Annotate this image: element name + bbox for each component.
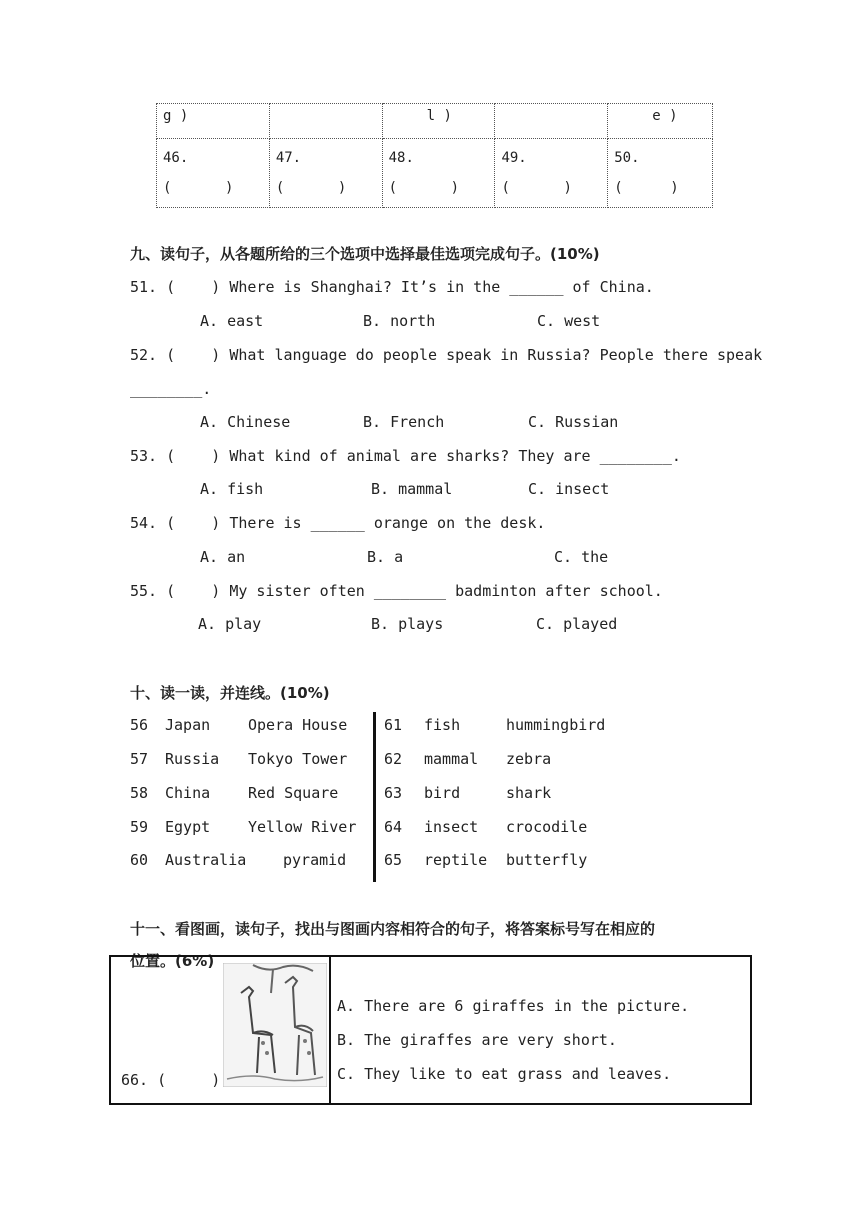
question-54: 54. ( ) There is ______ orange on the desk. bbox=[130, 514, 546, 532]
match-number: 57 bbox=[130, 750, 149, 768]
answer-paren-left: ( bbox=[501, 180, 510, 196]
answer-paren-right: ) bbox=[563, 180, 572, 196]
option-52-c[interactable]: C. Russian bbox=[528, 413, 619, 431]
option-51-a[interactable]: A. east bbox=[200, 312, 264, 330]
answer-cell[interactable] bbox=[269, 139, 382, 208]
question-51: 51. ( ) Where is Shanghai? It’s in the ______ of China. bbox=[130, 278, 654, 296]
option-66-a: A. There are 6 giraffes in the picture. bbox=[337, 997, 690, 1015]
match-country[interactable]: Japan bbox=[165, 716, 211, 734]
answer-paren-right: ) bbox=[337, 180, 347, 196]
option-55-b[interactable]: B. plays bbox=[371, 615, 444, 633]
question-number: 48. bbox=[388, 150, 414, 166]
match-country[interactable]: China bbox=[165, 784, 211, 802]
section-9-heading: 九、读句子，从各题所给的三个选项中选择最佳选项完成句子。(10%) bbox=[130, 245, 600, 263]
option-53-c[interactable]: C. insect bbox=[528, 480, 610, 498]
match-kind[interactable]: reptile bbox=[424, 851, 488, 869]
answer-paren-right: ) bbox=[450, 180, 460, 196]
match-place[interactable]: Opera House bbox=[248, 716, 348, 734]
column-divider bbox=[373, 712, 376, 882]
option-51-c[interactable]: C. west bbox=[537, 312, 601, 330]
answer-paren-right: ) bbox=[670, 180, 679, 196]
match-country[interactable]: Russia bbox=[165, 750, 220, 768]
section-11-heading-cont: 位置。(6%) bbox=[130, 952, 215, 970]
answer-paren-left: ( bbox=[275, 180, 285, 196]
question-number: 50. bbox=[614, 150, 640, 166]
answer-cell[interactable] bbox=[608, 139, 713, 208]
match-country[interactable]: Egypt bbox=[165, 818, 211, 836]
question-55: 55. ( ) My sister often ________ badminton after school. bbox=[130, 582, 663, 600]
match-number: 59 bbox=[130, 818, 149, 836]
giraffe-picture bbox=[223, 963, 327, 1087]
table-cell: e ) bbox=[608, 104, 713, 139]
match-place[interactable]: pyramid bbox=[283, 851, 347, 869]
match-number: 63 bbox=[384, 784, 403, 802]
question-52-cont: ________. bbox=[130, 380, 212, 398]
table-cell: l ) bbox=[382, 104, 495, 139]
table-cell bbox=[269, 104, 382, 139]
question-number: 47. bbox=[275, 150, 302, 166]
table-cell: g ) bbox=[157, 104, 270, 139]
match-place[interactable]: Tokyo Tower bbox=[248, 750, 348, 768]
match-place[interactable]: Yellow River bbox=[248, 818, 357, 836]
match-animal[interactable]: zebra bbox=[506, 750, 552, 768]
question-53: 53. ( ) What kind of animal are sharks? They are ________. bbox=[130, 447, 681, 465]
match-number: 60 bbox=[130, 851, 149, 869]
question-number: 49. bbox=[501, 150, 527, 166]
match-place[interactable]: Red Square bbox=[248, 784, 339, 802]
match-number: 58 bbox=[130, 784, 149, 802]
option-52-a[interactable]: A. Chinese bbox=[200, 413, 291, 431]
question-52: 52. ( ) What language do people speak in Russia? People there speak bbox=[130, 346, 763, 364]
option-55-a[interactable]: A. play bbox=[198, 615, 262, 633]
match-animal[interactable]: crocodile bbox=[506, 818, 588, 836]
match-number: 65 bbox=[384, 851, 403, 869]
box-divider bbox=[329, 957, 331, 1103]
match-animal[interactable]: hummingbird bbox=[506, 716, 606, 734]
question-number: 46. bbox=[163, 150, 189, 166]
answer-paren-left: ( bbox=[163, 180, 172, 196]
answer-cell[interactable] bbox=[495, 139, 608, 208]
match-number: 62 bbox=[384, 750, 403, 768]
option-53-a[interactable]: A. fish bbox=[200, 480, 264, 498]
match-number: 64 bbox=[384, 818, 403, 836]
match-kind[interactable]: insect bbox=[424, 818, 479, 836]
match-animal[interactable]: shark bbox=[506, 784, 552, 802]
option-54-b[interactable]: B. a bbox=[367, 548, 404, 566]
option-66-b: B. The giraffes are very short. bbox=[337, 1031, 617, 1049]
option-51-b[interactable]: B. north bbox=[363, 312, 436, 330]
match-country[interactable]: Australia bbox=[165, 851, 247, 869]
option-53-b[interactable]: B. mammal bbox=[371, 480, 453, 498]
match-kind[interactable]: fish bbox=[424, 716, 461, 734]
match-animal[interactable]: butterfly bbox=[506, 851, 588, 869]
option-52-b[interactable]: B. French bbox=[363, 413, 445, 431]
section-10-heading: 十、读一读，并连线。(10%) bbox=[130, 684, 330, 702]
match-number: 61 bbox=[384, 716, 403, 734]
section-11-heading: 十一、看图画，读句子，找出与图画内容相符合的句子，将答案标号写在相应的 bbox=[130, 920, 656, 938]
match-kind[interactable]: bird bbox=[424, 784, 461, 802]
option-55-c[interactable]: C. played bbox=[536, 615, 618, 633]
answer-table bbox=[156, 103, 713, 208]
picture-question-box bbox=[109, 955, 752, 1105]
answer-paren-left: ( bbox=[614, 180, 623, 196]
match-number: 56 bbox=[130, 716, 149, 734]
option-54-c[interactable]: C. the bbox=[554, 548, 609, 566]
option-66-c: C. They like to eat grass and leaves. bbox=[337, 1065, 672, 1083]
table-cell bbox=[495, 104, 608, 139]
question-66[interactable]: 66. ( ) bbox=[121, 1071, 221, 1089]
match-kind[interactable]: mammal bbox=[424, 750, 479, 768]
option-54-a[interactable]: A. an bbox=[200, 548, 246, 566]
answer-paren-left: ( bbox=[388, 180, 398, 196]
answer-cell[interactable] bbox=[157, 139, 270, 208]
answer-cell[interactable] bbox=[382, 139, 495, 208]
answer-paren-right: ) bbox=[225, 180, 234, 196]
